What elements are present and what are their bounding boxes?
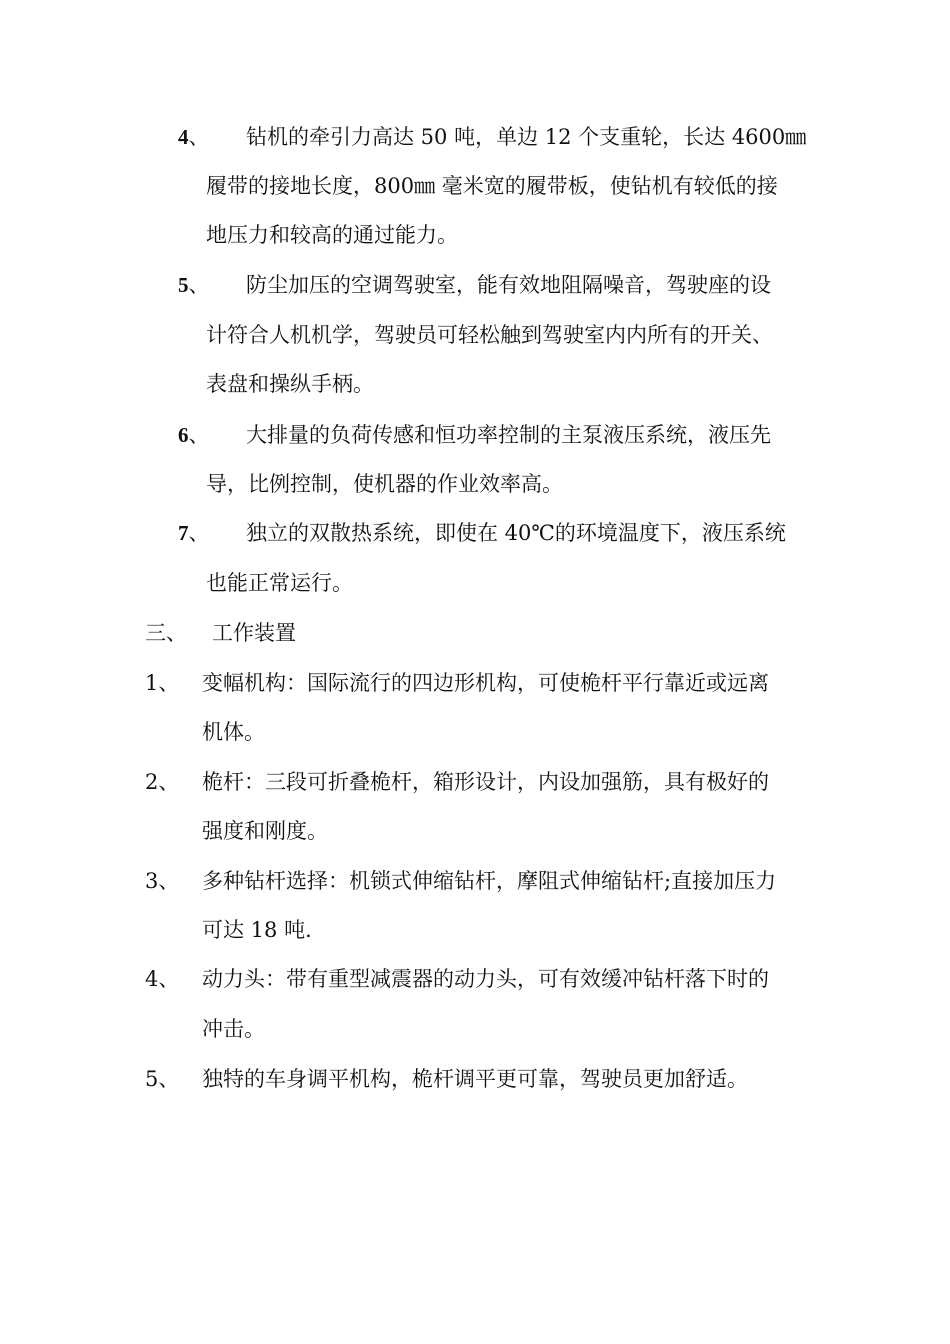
work-item-text-line: 机体。 xyxy=(202,720,265,744)
feature-text-line: 防尘加压的空调驾驶室，能有效地阻隔噪音，驾驶座的设 xyxy=(246,273,771,297)
work-item-text-line: 冲击。 xyxy=(202,1017,265,1041)
feature-text-line: 独立的双散热系统，即使在 40℃的环境温度下，液压系统 xyxy=(246,521,786,545)
feature-text-line: 钻机的牵引力高达 50 吨，单边 12 个支重轮，长达 4600㎜ xyxy=(246,125,807,149)
work-item-number: 4、 xyxy=(145,967,180,991)
work-item-text-line: 多种钻杆选择：机锁式伸缩钻杆，摩阻式伸缩钻杆;直接加压力 xyxy=(202,869,777,893)
feature-text-line: 计符合人机机学，驾驶员可轻松触到驾驶室内内所有的开关、 xyxy=(206,323,773,347)
feature-number: 4、 xyxy=(178,125,210,149)
work-item-text-line: 可达 18 吨. xyxy=(202,918,312,942)
work-item-text-line: 变幅机构：国际流行的四边形机构，可使桅杆平行靠近或远离 xyxy=(202,671,769,695)
feature-text-line: 表盘和操纵手柄。 xyxy=(206,372,374,396)
work-item-text-line: 动力头：带有重型减震器的动力头，可有效缓冲钻杆落下时的 xyxy=(202,967,769,991)
feature-text-line: 地压力和较高的通过能力。 xyxy=(206,223,458,247)
work-item-text-line: 独特的车身调平机构，桅杆调平更可靠，驾驶员更加舒适。 xyxy=(202,1067,748,1091)
section-number: 三、 xyxy=(145,621,187,645)
work-item-text-line: 桅杆：三段可折叠桅杆，箱形设计，内设加强筋，具有极好的 xyxy=(202,770,769,794)
work-item-number: 3、 xyxy=(145,869,180,893)
work-item-number: 5、 xyxy=(145,1067,180,1091)
feature-text-line: 大排量的负荷传感和恒功率控制的主泵液压系统，液压先 xyxy=(246,423,771,447)
feature-text-line: 导，比例控制，使机器的作业效率高。 xyxy=(206,472,563,496)
feature-text-line: 也能正常运行。 xyxy=(206,571,353,595)
work-item-number: 2、 xyxy=(145,770,180,794)
work-item-text-line: 强度和刚度。 xyxy=(202,819,328,843)
feature-number: 5、 xyxy=(178,273,210,297)
feature-text-line: 履带的接地长度，800㎜ 毫米宽的履带板，使钻机有较低的接 xyxy=(206,174,778,198)
feature-number: 7、 xyxy=(178,521,210,545)
section-title: 工作装置 xyxy=(212,621,296,645)
feature-number: 6、 xyxy=(178,423,210,447)
work-item-number: 1、 xyxy=(145,671,180,695)
